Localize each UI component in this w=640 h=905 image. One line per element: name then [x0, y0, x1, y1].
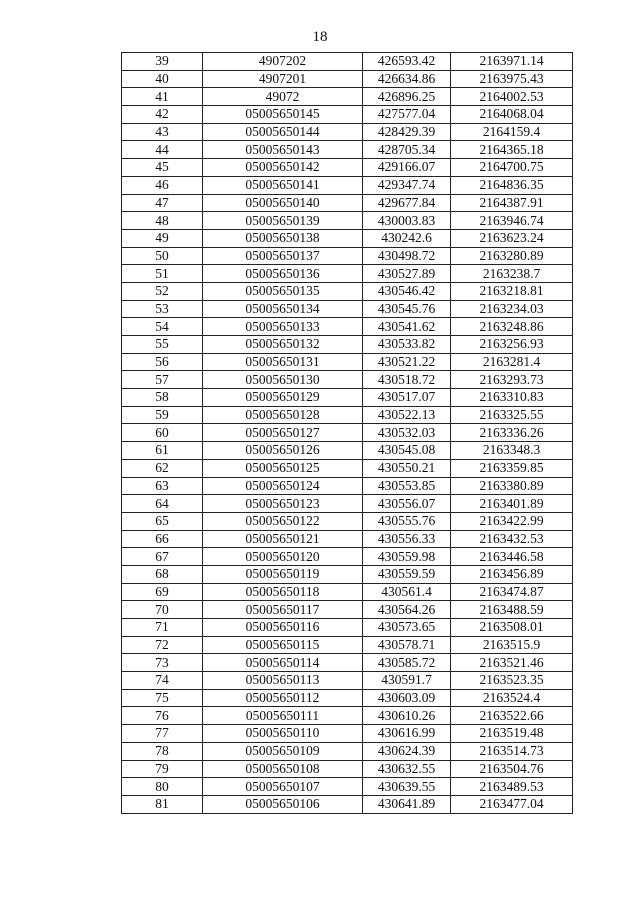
point-number-cell: 39: [122, 53, 203, 71]
point-id-cell: 05005650144: [203, 123, 363, 141]
table-row: [122, 70, 573, 88]
coordinate-x-cell: 430578.71: [363, 636, 451, 654]
point-id-cell: 05005650120: [203, 548, 363, 566]
coordinate-y-cell: 2163218.81: [451, 282, 573, 300]
coordinate-x-cell: 430585.72: [363, 654, 451, 672]
point-number-cell: 53: [122, 300, 203, 318]
point-number-cell: 52: [122, 282, 203, 300]
point-id-cell: 05005650122: [203, 512, 363, 530]
point-id-cell: 49072: [203, 88, 363, 106]
point-id-cell: 05005650115: [203, 636, 363, 654]
table-row: [122, 389, 573, 407]
point-number-cell: 73: [122, 654, 203, 672]
point-number-cell: 77: [122, 725, 203, 743]
point-number-cell: 46: [122, 176, 203, 194]
coordinate-x-cell: 426634.86: [363, 70, 451, 88]
table-row: [122, 778, 573, 796]
point-number-cell: 54: [122, 318, 203, 336]
table-row: [122, 477, 573, 495]
coordinate-y-cell: 2163380.89: [451, 477, 573, 495]
point-number-cell: 45: [122, 159, 203, 177]
table-row: [122, 601, 573, 619]
coordinate-y-cell: 2163280.89: [451, 247, 573, 265]
coordinate-y-cell: 2163456.89: [451, 565, 573, 583]
point-id-cell: 05005650114: [203, 654, 363, 672]
table-row: [122, 282, 573, 300]
point-number-cell: 41: [122, 88, 203, 106]
coordinate-y-cell: 2163238.7: [451, 265, 573, 283]
coordinate-x-cell: 430639.55: [363, 778, 451, 796]
table-row: [122, 336, 573, 354]
table-row: [122, 742, 573, 760]
table-row: [122, 53, 573, 71]
table-row: [122, 106, 573, 124]
coordinate-y-cell: 2163281.4: [451, 353, 573, 371]
point-id-cell: 05005650112: [203, 689, 363, 707]
point-number-cell: 67: [122, 548, 203, 566]
coordinate-y-cell: 2163234.03: [451, 300, 573, 318]
table-row: [122, 548, 573, 566]
coordinate-x-cell: 430616.99: [363, 725, 451, 743]
point-id-cell: 05005650109: [203, 742, 363, 760]
coordinate-y-cell: 2163489.53: [451, 778, 573, 796]
coordinate-x-cell: 430003.83: [363, 212, 451, 230]
coordinate-y-cell: 2164836.35: [451, 176, 573, 194]
point-id-cell: 05005650123: [203, 495, 363, 513]
coordinate-x-cell: 429677.84: [363, 194, 451, 212]
coordinate-x-cell: 429166.07: [363, 159, 451, 177]
coordinate-x-cell: 430553.85: [363, 477, 451, 495]
coordinate-y-cell: 2163336.26: [451, 424, 573, 442]
point-id-cell: 05005650116: [203, 619, 363, 637]
point-id-cell: 05005650121: [203, 530, 363, 548]
coordinate-y-cell: 2163514.73: [451, 742, 573, 760]
coordinate-y-cell: 2163623.24: [451, 229, 573, 247]
point-number-cell: 80: [122, 778, 203, 796]
point-number-cell: 79: [122, 760, 203, 778]
coordinate-x-cell: 430550.21: [363, 459, 451, 477]
table-row: [122, 459, 573, 477]
coordinate-y-cell: 2164700.75: [451, 159, 573, 177]
coordinate-x-cell: 430242.6: [363, 229, 451, 247]
point-id-cell: 05005650129: [203, 389, 363, 407]
point-number-cell: 58: [122, 389, 203, 407]
table-row: [122, 353, 573, 371]
point-number-cell: 69: [122, 583, 203, 601]
point-number-cell: 43: [122, 123, 203, 141]
table-row: [122, 88, 573, 106]
coordinate-y-cell: 2163504.76: [451, 760, 573, 778]
point-id-cell: 05005650111: [203, 707, 363, 725]
point-id-cell: 05005650133: [203, 318, 363, 336]
coordinate-x-cell: 430641.89: [363, 795, 451, 813]
coordinate-x-cell: 430522.13: [363, 406, 451, 424]
table-row: [122, 229, 573, 247]
point-number-cell: 60: [122, 424, 203, 442]
point-number-cell: 72: [122, 636, 203, 654]
coordinate-y-cell: 2164365.18: [451, 141, 573, 159]
coordinate-x-cell: 430532.03: [363, 424, 451, 442]
point-id-cell: 05005650137: [203, 247, 363, 265]
coordinate-x-cell: 430533.82: [363, 336, 451, 354]
point-id-cell: 05005650136: [203, 265, 363, 283]
point-id-cell: 05005650128: [203, 406, 363, 424]
table-row: [122, 159, 573, 177]
point-number-cell: 64: [122, 495, 203, 513]
point-number-cell: 66: [122, 530, 203, 548]
point-id-cell: 05005650125: [203, 459, 363, 477]
coordinate-y-cell: 2164002.53: [451, 88, 573, 106]
table-row: [122, 406, 573, 424]
coordinate-y-cell: 2163519.48: [451, 725, 573, 743]
table-row: [122, 636, 573, 654]
coordinate-y-cell: 2163401.89: [451, 495, 573, 513]
coordinate-y-cell: 2163325.55: [451, 406, 573, 424]
coordinate-x-cell: 426593.42: [363, 53, 451, 71]
point-id-cell: 05005650117: [203, 601, 363, 619]
table-row: [122, 707, 573, 725]
coordinates-table-body: [122, 53, 573, 814]
point-number-cell: 48: [122, 212, 203, 230]
coordinate-x-cell: 430498.72: [363, 247, 451, 265]
coordinate-y-cell: 2163248.86: [451, 318, 573, 336]
point-id-cell: 05005650138: [203, 229, 363, 247]
coordinate-y-cell: 2163422.99: [451, 512, 573, 530]
point-number-cell: 63: [122, 477, 203, 495]
coordinate-x-cell: 430546.42: [363, 282, 451, 300]
coordinate-y-cell: 2163524.4: [451, 689, 573, 707]
point-number-cell: 78: [122, 742, 203, 760]
point-number-cell: 42: [122, 106, 203, 124]
coordinate-y-cell: 2163474.87: [451, 583, 573, 601]
coordinate-y-cell: 2163359.85: [451, 459, 573, 477]
point-id-cell: 05005650119: [203, 565, 363, 583]
coordinate-x-cell: 430564.26: [363, 601, 451, 619]
table-row: [122, 194, 573, 212]
coordinate-y-cell: 2163971.14: [451, 53, 573, 71]
point-number-cell: 74: [122, 672, 203, 690]
coordinate-x-cell: 430632.55: [363, 760, 451, 778]
point-number-cell: 68: [122, 565, 203, 583]
point-id-cell: 4907201: [203, 70, 363, 88]
coordinate-y-cell: 2163348.3: [451, 442, 573, 460]
point-id-cell: 05005650140: [203, 194, 363, 212]
coordinate-y-cell: 2163432.53: [451, 530, 573, 548]
coordinate-y-cell: 2163946.74: [451, 212, 573, 230]
coordinate-x-cell: 430559.98: [363, 548, 451, 566]
point-id-cell: 05005650134: [203, 300, 363, 318]
table-row: [122, 760, 573, 778]
point-number-cell: 70: [122, 601, 203, 619]
page-number: 18: [312, 29, 328, 45]
coordinate-x-cell: 426896.25: [363, 88, 451, 106]
table-row: [122, 247, 573, 265]
point-number-cell: 75: [122, 689, 203, 707]
table-row: [122, 512, 573, 530]
point-number-cell: 61: [122, 442, 203, 460]
coordinate-x-cell: 430610.26: [363, 707, 451, 725]
coordinate-y-cell: 2164068.04: [451, 106, 573, 124]
table-row: [122, 725, 573, 743]
table-row: [122, 265, 573, 283]
coordinate-x-cell: 430545.76: [363, 300, 451, 318]
coordinate-x-cell: 430624.39: [363, 742, 451, 760]
coordinate-y-cell: 2163515.9: [451, 636, 573, 654]
coordinate-y-cell: 2163508.01: [451, 619, 573, 637]
coordinate-x-cell: 430556.07: [363, 495, 451, 513]
coordinate-x-cell: 430555.76: [363, 512, 451, 530]
point-number-cell: 51: [122, 265, 203, 283]
point-id-cell: 05005650107: [203, 778, 363, 796]
table-row: [122, 672, 573, 690]
point-id-cell: 05005650143: [203, 141, 363, 159]
coordinate-x-cell: 430573.65: [363, 619, 451, 637]
point-id-cell: 05005650124: [203, 477, 363, 495]
point-number-cell: 71: [122, 619, 203, 637]
coordinates-table: [121, 52, 573, 814]
point-id-cell: 05005650108: [203, 760, 363, 778]
table-row: [122, 619, 573, 637]
point-id-cell: 05005650126: [203, 442, 363, 460]
point-id-cell: 05005650110: [203, 725, 363, 743]
coordinate-y-cell: 2163975.43: [451, 70, 573, 88]
point-id-cell: 05005650113: [203, 672, 363, 690]
coordinate-y-cell: 2164387.91: [451, 194, 573, 212]
coordinate-y-cell: 2163293.73: [451, 371, 573, 389]
point-number-cell: 76: [122, 707, 203, 725]
coordinate-y-cell: 2163522.66: [451, 707, 573, 725]
coordinate-x-cell: 430545.08: [363, 442, 451, 460]
coordinate-x-cell: 430556.33: [363, 530, 451, 548]
table-row: [122, 442, 573, 460]
table-row: [122, 300, 573, 318]
table-row: [122, 654, 573, 672]
coordinate-x-cell: 430561.4: [363, 583, 451, 601]
table-row: [122, 212, 573, 230]
point-id-cell: 05005650132: [203, 336, 363, 354]
coordinate-y-cell: 2163256.93: [451, 336, 573, 354]
coordinate-y-cell: 2164159.4: [451, 123, 573, 141]
table-row: [122, 689, 573, 707]
point-id-cell: 05005650106: [203, 795, 363, 813]
point-number-cell: 49: [122, 229, 203, 247]
coordinate-x-cell: 429347.74: [363, 176, 451, 194]
point-number-cell: 59: [122, 406, 203, 424]
coordinate-x-cell: 430518.72: [363, 371, 451, 389]
point-id-cell: 4907202: [203, 53, 363, 71]
point-number-cell: 81: [122, 795, 203, 813]
coordinate-x-cell: 430541.62: [363, 318, 451, 336]
table-row: [122, 123, 573, 141]
coordinate-y-cell: 2163310.83: [451, 389, 573, 407]
coordinate-y-cell: 2163523.35: [451, 672, 573, 690]
point-number-cell: 55: [122, 336, 203, 354]
table-row: [122, 795, 573, 813]
table-row: [122, 318, 573, 336]
point-id-cell: 05005650145: [203, 106, 363, 124]
coordinate-x-cell: 430559.59: [363, 565, 451, 583]
coordinate-x-cell: 430591.7: [363, 672, 451, 690]
point-number-cell: 40: [122, 70, 203, 88]
table-row: [122, 583, 573, 601]
table-row: [122, 530, 573, 548]
coordinate-x-cell: 430517.07: [363, 389, 451, 407]
table-row: [122, 141, 573, 159]
point-id-cell: 05005650135: [203, 282, 363, 300]
coordinate-x-cell: 428429.39: [363, 123, 451, 141]
point-id-cell: 05005650131: [203, 353, 363, 371]
coordinate-y-cell: 2163446.58: [451, 548, 573, 566]
table-row: [122, 424, 573, 442]
point-id-cell: 05005650127: [203, 424, 363, 442]
coordinate-x-cell: 430603.09: [363, 689, 451, 707]
coordinate-x-cell: 427577.04: [363, 106, 451, 124]
point-number-cell: 44: [122, 141, 203, 159]
coordinate-y-cell: 2163521.46: [451, 654, 573, 672]
point-number-cell: 65: [122, 512, 203, 530]
coordinate-x-cell: 430527.89: [363, 265, 451, 283]
table-row: [122, 495, 573, 513]
coordinate-y-cell: 2163477.04: [451, 795, 573, 813]
point-number-cell: 47: [122, 194, 203, 212]
point-id-cell: 05005650118: [203, 583, 363, 601]
coordinate-x-cell: 428705.34: [363, 141, 451, 159]
point-number-cell: 56: [122, 353, 203, 371]
point-number-cell: 50: [122, 247, 203, 265]
table-row: [122, 371, 573, 389]
point-number-cell: 62: [122, 459, 203, 477]
point-id-cell: 05005650142: [203, 159, 363, 177]
table-row: [122, 565, 573, 583]
point-id-cell: 05005650141: [203, 176, 363, 194]
table-row: [122, 176, 573, 194]
coordinate-y-cell: 2163488.59: [451, 601, 573, 619]
coordinate-x-cell: 430521.22: [363, 353, 451, 371]
point-id-cell: 05005650130: [203, 371, 363, 389]
point-number-cell: 57: [122, 371, 203, 389]
point-id-cell: 05005650139: [203, 212, 363, 230]
